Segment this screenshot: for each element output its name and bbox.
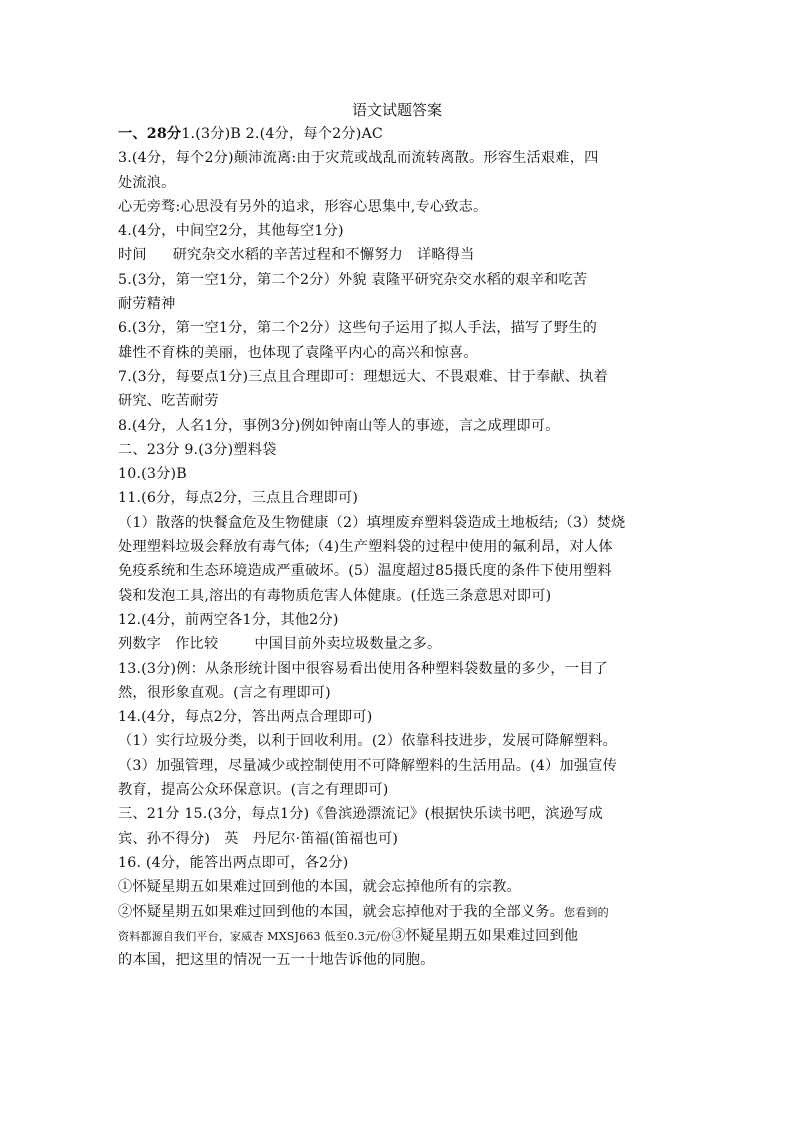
answer-line: 耐劳精神 <box>118 296 176 313</box>
answer-line <box>118 827 680 851</box>
answer-line: 二、23分 9.(3分)塑料袋 <box>118 441 277 458</box>
answer-line: 心无旁骛:心思没有另外的追求，形容心思集中,专心致志。 <box>118 198 488 215</box>
watermark-text: 资料都源自我们平台，家威杏 MXSJ663 低至0.3元/份 <box>118 929 392 943</box>
answer-q1-q2: 1.(3分)B 2.(4分，每个2分)AC <box>181 126 383 142</box>
answer-line: 11.(6分，每点2分，三点且合理即可) <box>118 490 359 507</box>
answer-line: 的本国，把这里的情况一五一十地告诉他的同胞。 <box>118 952 435 969</box>
answer-line <box>118 632 680 656</box>
watermark-text: 您看到的 <box>564 905 609 919</box>
answer-line <box>118 900 680 924</box>
answer-line: 14.(4分，每点2分，答出两点合理即可) <box>118 709 373 726</box>
answer-line: 8.(4分，人名1分，事例3分)例如钟南山等人的事迹，言之成理即可。 <box>118 417 560 434</box>
q12-answer-1: 列数字 <box>118 636 162 653</box>
answer-line <box>118 924 680 948</box>
answer-line <box>118 243 680 267</box>
q4-answer-1: 时间 <box>118 247 147 264</box>
answer-line: ①怀疑星期五如果难过回到他的本国，就会忘掉他所有的宗教。 <box>118 879 521 896</box>
answer-line: 4.(4分，中间空2分，其他每空1分) <box>118 223 344 240</box>
answer-line: （1）实行垃圾分类，以利于回收利用。(2）依靠科技进步，发展可降解塑料。 <box>118 733 617 750</box>
answer-line: 教育，提高公众环保意识。(言之有理即可) <box>118 782 389 799</box>
answer-line: 6.(3分，第一空1分，第二个2分）这些句子运用了拟人手法，描写了野生的 <box>118 320 597 337</box>
answer-line: 处理塑料垃圾会释放有毒气体;（4)生产塑料袋的过程中使用的氟利昂，对人体 <box>118 539 613 556</box>
q16-point-3: ③怀疑星期五如果难过回到他 <box>391 927 579 944</box>
q15-answer-author: 丹尼尔·笛福(笛福也可) <box>252 830 399 847</box>
answer-line: 雄性不育株的美丽，也体现了袁隆平内心的高兴和惊喜。 <box>118 344 478 361</box>
q12-answer-2: 作比较 <box>175 636 219 653</box>
q16-point-2: ②怀疑星期五如果难过回到他的本国，就会忘掉他对于我的全部义务。 <box>118 903 565 920</box>
answer-line: 袋和发泡工具,溶出的有毒物质危害人体健康。(任选三条意思对即可) <box>118 587 552 604</box>
answer-line: 免疫系统和生态环境造成严重破坏。(5）温度超过85摄氏度的条件下使用塑料 <box>118 563 612 580</box>
answer-line: 16. (4分，能答出两点即可，各2分) <box>118 854 349 871</box>
answer-line: （3）加强管理，尽量减少或控制使用不可降解塑料的生活用品。(4）加强宣传 <box>118 757 617 774</box>
answer-body <box>118 122 680 972</box>
q12-answer-3: 中国目前外卖垃圾数量之多。 <box>254 636 442 653</box>
answer-line: 12.(4分，前两空各1分，其他2分) <box>118 611 339 628</box>
answer-line: 5.(3分，第一空1分，第二个2分）外貌 袁隆平研究杂交水稻的艰辛和吃苦 <box>118 271 588 288</box>
answer-line: 研究、吃苦耐劳 <box>118 393 219 410</box>
answer-line: 10.(3分)B <box>118 466 187 483</box>
q4-answer-3: 详略得当 <box>416 247 475 264</box>
answer-line: 三、21分 15.(3分，每点1分)《鲁滨逊漂流记》(根据快乐读书吧，滨逊写成 <box>118 806 603 823</box>
answer-line <box>118 122 680 146</box>
answer-line: （1）散落的快餐盒危及生物健康（2）填埋废弃塑料袋造成土地板结;（3）焚烧 <box>118 514 626 531</box>
section-1-heading: 一、28分 <box>118 126 182 142</box>
q4-answer-2: 研究杂交水稻的辛苦过程和不懈努力 <box>172 247 403 264</box>
answer-line: 然，很形象直观。(言之有理即可) <box>118 684 331 701</box>
answer-line: 7.(3分，每要点1分)三点且合理即可：理想远大、不畏艰难、甘于奉献、执着 <box>118 368 608 385</box>
answer-line: 处流浪。 <box>118 174 176 191</box>
answer-line: 3.(4分，每个2分)颠沛流离:由于灾荒或战乱而流转离散。形容生活艰难，四 <box>118 150 599 167</box>
document-title: 语文试题答案 <box>351 101 442 119</box>
q15-answer-country: 英 <box>224 830 239 847</box>
answer-line: 13.(3分)例：从条形统计图中很容易看出使用各种塑料袋数量的多少，一目了 <box>118 660 608 677</box>
q15-note: 宾、孙不得分) <box>118 830 211 847</box>
